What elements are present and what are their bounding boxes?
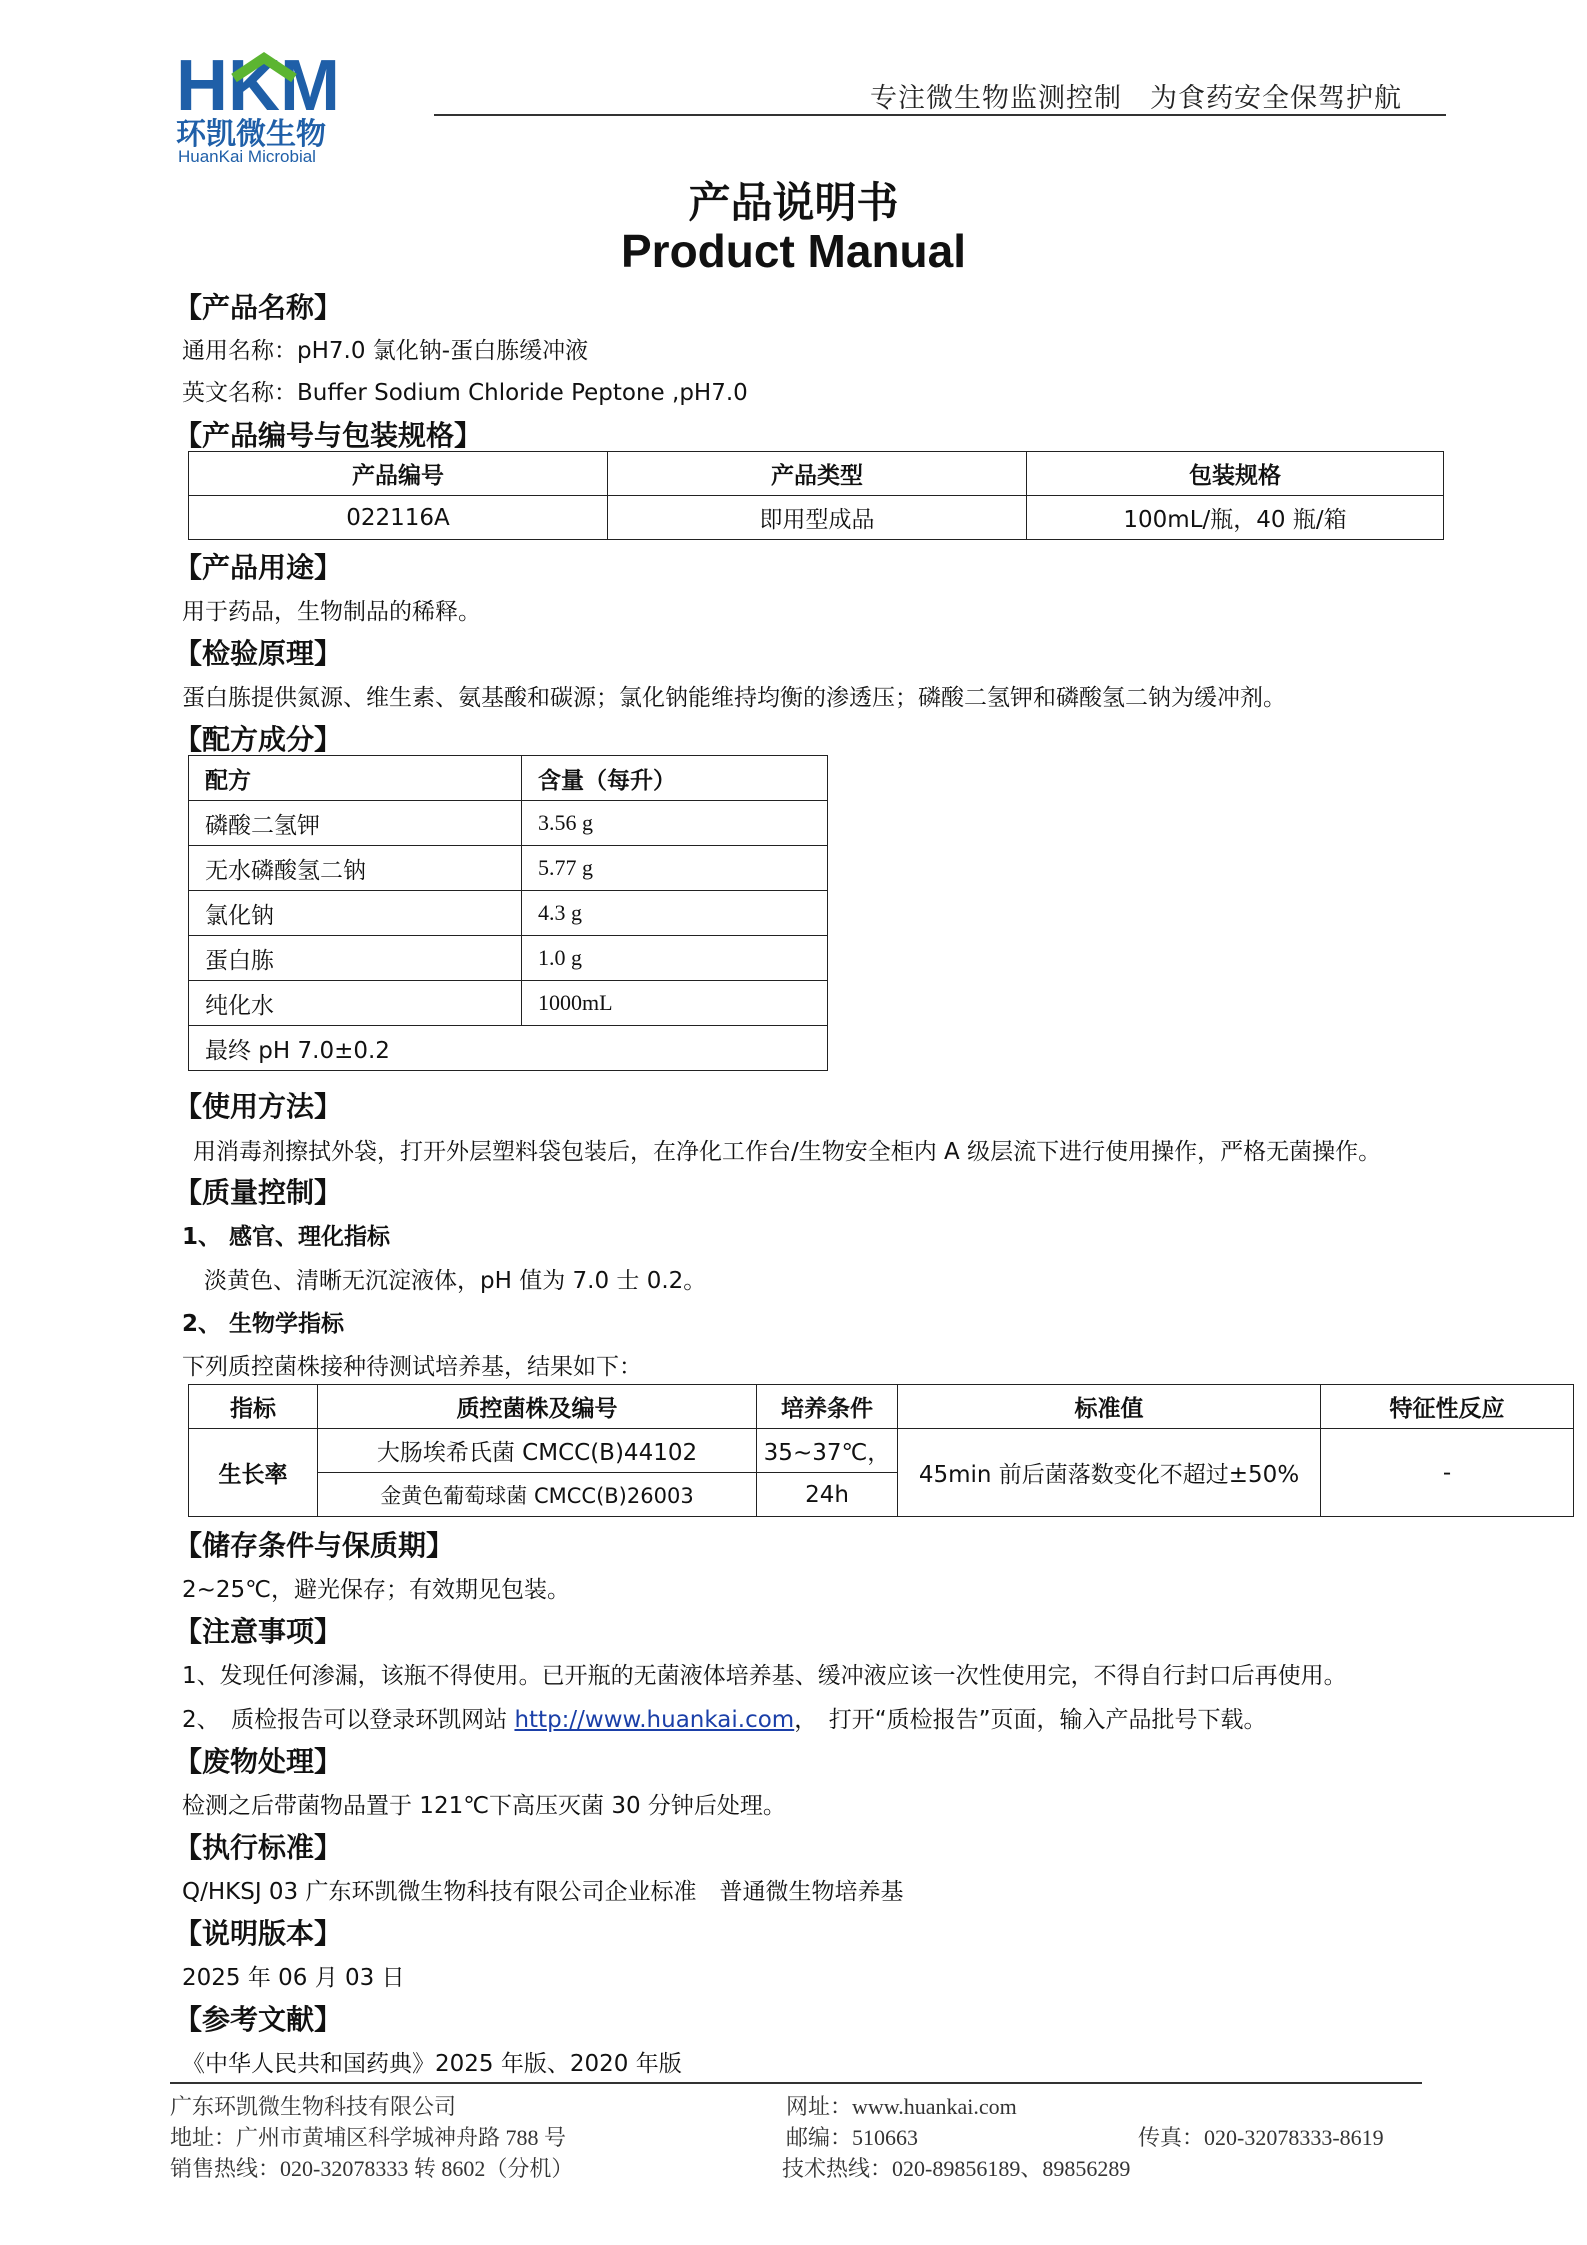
qc-subheading-physical: 1、 感官、理化指标 (182, 1224, 391, 1250)
svg-text:环凯微生物: 环凯微生物 (176, 117, 326, 152)
storage-text: 2~25℃，避光保存；有效期见包装。 (182, 1577, 571, 1603)
method-text: 用消毒剂擦拭外袋，打开外层塑料袋包装后，在净化工作台/生物安全柜内 A 级层流下进行使用操作，严格无菌操作。 (193, 1139, 1382, 1165)
ingredient-name: 纯化水 (189, 981, 522, 1026)
english-name: 英文名称：Buffer Sodium Chloride Peptone ,pH7.0 (182, 380, 748, 406)
qc-header: 培养条件 (757, 1385, 898, 1429)
ingredient-name: 磷酸二氢钾 (189, 801, 522, 846)
spec-header: 产品编号 (189, 452, 608, 496)
footer-website: 网址：www.huankai.com (786, 2094, 1017, 2119)
company-logo (176, 48, 436, 168)
section-heading-waste: 【废物处理】 (174, 1745, 343, 1778)
formula-header: 含量（每升） (522, 756, 828, 801)
section-heading-spec: 【产品编号与包装规格】 (174, 419, 483, 452)
ingredient-amount: 5.77 g (522, 846, 828, 891)
spec-table (188, 451, 1444, 540)
section-heading-notes: 【注意事项】 (174, 1615, 343, 1648)
section-heading-principle: 【检验原理】 (174, 637, 343, 670)
page-title-cn: 产品说明书 (688, 178, 899, 227)
section-heading-method: 【使用方法】 (174, 1090, 343, 1123)
qc-strain: 金黄色葡萄球菌 CMCC(B)26003 (318, 1473, 757, 1517)
logo-text: HKM (176, 48, 340, 126)
page-title-en: Product Manual (620, 225, 967, 277)
slogan: 专注微生物监测控制 为食药安全保驾护航 (870, 83, 1402, 114)
footer-postcode: 邮编：510663 (786, 2125, 919, 2150)
qc-header: 质控菌株及编号 (318, 1385, 757, 1429)
footer-company: 广东环凯微生物科技有限公司 (170, 2094, 457, 2119)
principle-text: 蛋白胨提供氮源、维生素、氨基酸和碳源；氯化钠能维持均衡的渗透压；磷酸二氢钾和磷酸氢二钠为缓冲剂。 (182, 685, 1286, 711)
formula-header: 配方 (189, 756, 522, 801)
standard-text: Q/HKSJ 03 广东环凯微生物科技有限公司企业标准 普通微生物培养基 (182, 1879, 904, 1905)
qc-strain: 大肠埃希氏菌 CMCC(B)44102 (318, 1429, 757, 1473)
svg-text:HuanKai Microbial: HuanKai Microbial (178, 147, 316, 166)
qc-condition: 35~37℃， (757, 1429, 898, 1473)
ingredient-amount: 3.56 g (522, 801, 828, 846)
version-text: 2025 年 06 月 03 日 (182, 1965, 405, 1991)
section-heading-refs: 【参考文献】 (174, 2003, 343, 2036)
section-heading-standard: 【执行标准】 (174, 1831, 343, 1864)
qc-header: 标准值 (898, 1385, 1321, 1429)
spec-header: 产品类型 (608, 452, 1027, 496)
website-link[interactable]: http://www.huankai.com (514, 1707, 795, 1733)
footer-address: 地址：广州市黄埔区科学城神舟路 788 号 (170, 2125, 567, 2150)
section-heading-version: 【说明版本】 (174, 1917, 343, 1950)
section-heading-qc: 【质量控制】 (174, 1176, 343, 1209)
ingredient-name: 蛋白胨 (189, 936, 522, 981)
usage-text: 用于药品，生物制品的稀释。 (182, 599, 481, 625)
final-ph: 最终 pH 7.0±0.2 (189, 1026, 828, 1071)
package-spec: 100mL/瓶，40 瓶/箱 (1027, 496, 1444, 540)
footer-fax: 传真：020-32078333-8619 (1138, 2125, 1384, 2150)
section-heading-name: 【产品名称】 (174, 291, 343, 324)
section-heading-formula: 【配方成分】 (174, 723, 343, 756)
qc-table (188, 1384, 1574, 1517)
qc-reaction: - (1321, 1429, 1574, 1517)
note-item-1: 1、发现任何渗漏，该瓶不得使用。已开瓶的无菌液体培养基、缓冲液应该一次性使用完，不得自行封口后再使用。 (182, 1663, 1347, 1689)
product-code: 022116A (189, 496, 608, 540)
footer-divider (170, 2082, 1422, 2084)
footer-tech: 技术热线：020-89856189、89856289 (782, 2156, 1131, 2181)
spec-header: 包装规格 (1027, 452, 1444, 496)
note-item-2: 2、 质检报告可以登录环凯网站 http://www.huankai.com， 打开“质检报告”页面，输入产品批号下载。 (182, 1707, 1267, 1733)
qc-bio-text: 下列质控菌株接种待测试培养基，结果如下： (182, 1354, 642, 1380)
qc-subheading-bio: 2、 生物学指标 (182, 1311, 345, 1337)
waste-text: 检测之后带菌物品置于 121℃下高压灭菌 30 分钟后处理。 (182, 1793, 786, 1819)
qc-condition: 24h (757, 1473, 898, 1517)
ingredient-amount: 1000mL (522, 981, 828, 1026)
qc-header: 特征性反应 (1321, 1385, 1574, 1429)
product-type: 即用型成品 (608, 496, 1027, 540)
section-heading-usage: 【产品用途】 (174, 551, 343, 584)
ingredient-amount: 4.3 g (522, 891, 828, 936)
qc-physical-text: 淡黄色、清晰无沉淀液体，pH 值为 7.0 士 0.2。 (204, 1268, 707, 1294)
qc-indicator: 生长率 (189, 1429, 318, 1517)
ingredient-name: 无水磷酸氢二钠 (189, 846, 522, 891)
common-name: 通用名称：pH7.0 氯化钠-蛋白胨缓冲液 (182, 338, 589, 364)
footer-sales: 销售热线：020-32078333 转 8602（分机） (170, 2156, 574, 2181)
qc-header: 指标 (189, 1385, 318, 1429)
ingredient-name: 氯化钠 (189, 891, 522, 936)
header-divider (434, 114, 1446, 116)
refs-text: 《中华人民共和国药典》2025 年版、2020 年版 (182, 2051, 682, 2077)
ingredient-amount: 1.0 g (522, 936, 828, 981)
qc-standard: 45min 前后菌落数变化不超过±50% (898, 1429, 1321, 1517)
formula-table (188, 755, 828, 1071)
section-heading-storage: 【储存条件与保质期】 (174, 1529, 455, 1562)
